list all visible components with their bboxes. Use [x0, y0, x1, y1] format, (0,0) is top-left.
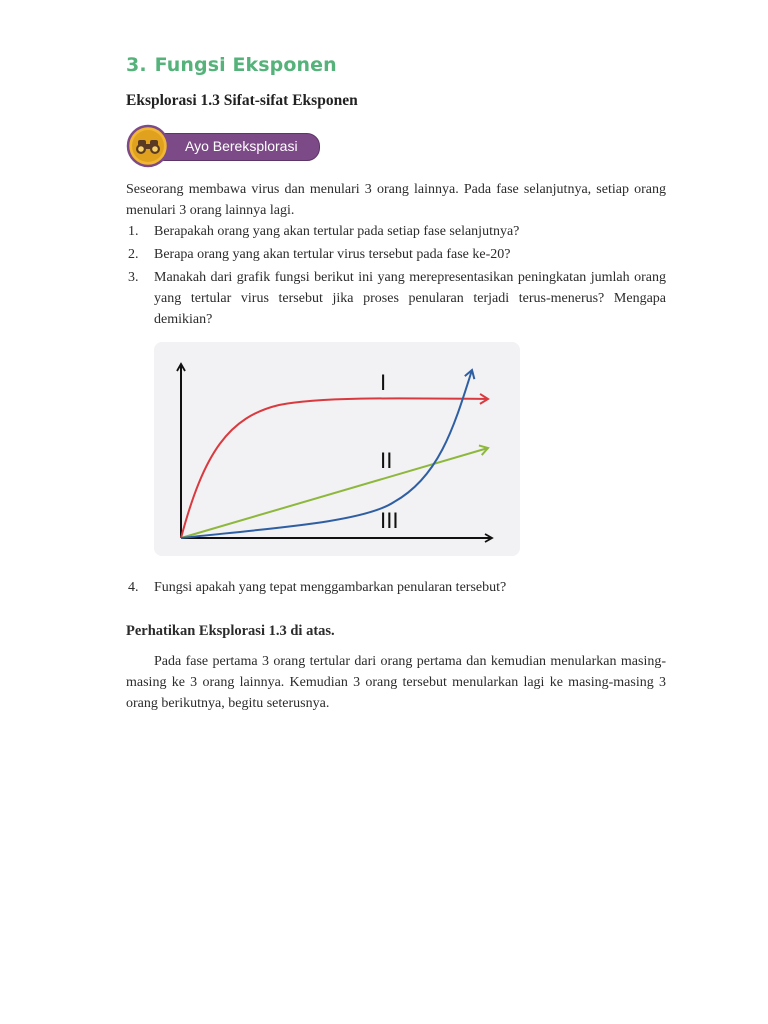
- question-number: 4.: [128, 580, 139, 595]
- question-item: [126, 244, 666, 265]
- question-text: Manakah dari grafik fungsi berikut ini yang merepresentasikan peningkatan jumlah orang yang tertular virus tersebut jika proses penularan terjadi terus-menerus? Mengapa demikian?: [154, 270, 666, 327]
- graph-figure: [154, 342, 520, 556]
- question-item: [126, 221, 666, 242]
- section-title: [126, 54, 337, 76]
- question-text: Berapakah orang yang akan tertular pada setiap fase selanjutnya?: [154, 224, 520, 239]
- question-item: [126, 267, 666, 330]
- subsection-title: Eksplorasi 1.3 Sifat-sifat Eksponen: [126, 92, 358, 109]
- binoculars-icon: [126, 124, 170, 168]
- question-number: 1.: [128, 224, 139, 239]
- badge-label: Ayo Bereksplorasi: [185, 138, 298, 154]
- series-line-ii: [181, 448, 488, 538]
- question-number: 2.: [128, 247, 139, 262]
- body-paragraph: Pada fase pertama 3 orang tertular dari orang pertama dan kemudian menularkan masing-masing ke 3 orang lainnya. Kemudian 3 orang tersebut menularkan lagi ke masing-masing 3 orang berikutnya, begitu seterusnya.: [126, 654, 666, 711]
- series-label-ii: II: [380, 449, 393, 473]
- section-number: 3.: [126, 54, 147, 76]
- graph-svg: [154, 342, 520, 556]
- series-line-i: [181, 398, 488, 538]
- series-line-iii: [181, 370, 472, 538]
- question-number: 3.: [128, 270, 139, 285]
- question-text: Fungsi apakah yang tepat menggambarkan penularan tersebut?: [154, 580, 507, 595]
- note-title: Perhatikan Eksplorasi 1.3 di atas.: [126, 623, 335, 639]
- question-text: Berapa orang yang akan tertular virus tersebut pada fase ke-20?: [154, 247, 511, 262]
- badge-pill: [152, 133, 320, 161]
- series-label-i: I: [380, 371, 387, 395]
- intro-paragraph: Seseorang membawa virus dan menulari 3 orang lainnya. Pada fase selanjutnya, setiap orang menulari 3 orang lainnya lagi.: [126, 182, 666, 218]
- section-title-text: Fungsi Eksponen: [154, 54, 337, 76]
- explore-badge: [126, 124, 320, 168]
- question-list: [126, 221, 666, 332]
- series-label-iii: III: [380, 509, 399, 533]
